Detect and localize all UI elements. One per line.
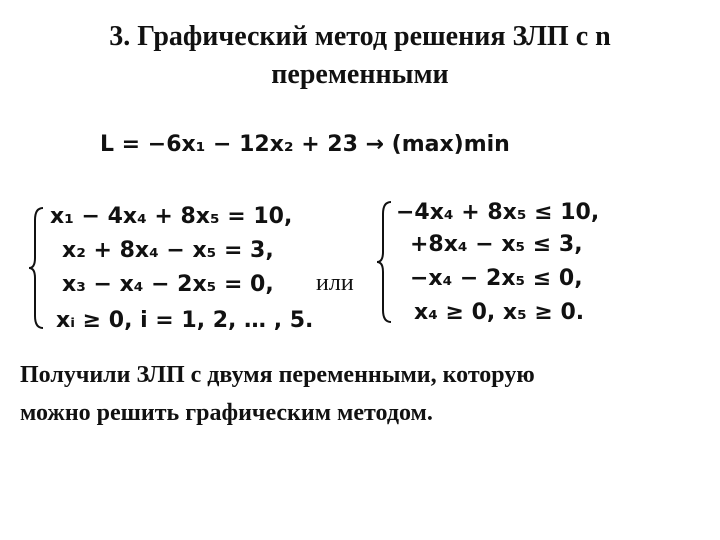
left-equation-3: x₃ − x₄ − 2x₅ = 0, bbox=[62, 272, 274, 297]
conclusion-line-1: Получили ЗЛП с двумя переменными, которую bbox=[20, 362, 535, 388]
right-inequality-2: +8x₄ − x₅ ≤ 3, bbox=[410, 232, 583, 257]
slide-title-line-1: 3. Графический метод решения ЗЛП с n bbox=[109, 21, 611, 52]
objective-function: L = −6x₁ − 12x₂ + 23 → (max)min bbox=[100, 132, 510, 157]
left-nonnegativity: xᵢ ≥ 0, i = 1, 2, … , 5. bbox=[56, 308, 314, 333]
left-equation-1: x₁ − 4x₄ + 8x₅ = 10, bbox=[50, 204, 293, 229]
slide-title bbox=[0, 18, 720, 94]
right-system-brace bbox=[376, 200, 394, 324]
slide-title-line-2: переменными bbox=[271, 59, 449, 90]
or-connector: или bbox=[316, 270, 354, 296]
conclusion-paragraph bbox=[20, 356, 700, 432]
right-nonnegativity: x₄ ≥ 0, x₅ ≥ 0. bbox=[414, 300, 585, 325]
conclusion-line-2: можно решить графическим методом. bbox=[20, 400, 433, 426]
left-system-brace bbox=[28, 206, 46, 330]
right-inequality-1: −4x₄ + 8x₅ ≤ 10, bbox=[396, 200, 600, 225]
right-inequality-3: −x₄ − 2x₅ ≤ 0, bbox=[410, 266, 583, 291]
left-equation-2: x₂ + 8x₄ − x₅ = 3, bbox=[62, 238, 274, 263]
